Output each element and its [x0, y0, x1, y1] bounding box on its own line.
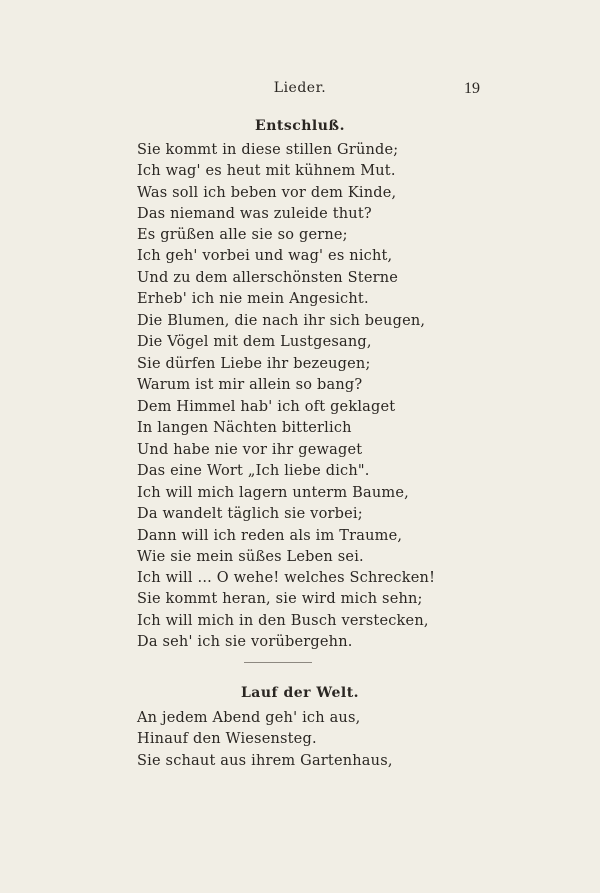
verse-line: Sie kommt in diese stillen Gründe; — [137, 142, 399, 158]
verse-line: Und habe nie vor ihr gewaget — [137, 441, 363, 458]
verse-line: Sie kommt heran, sie wird mich sehn; — [137, 591, 423, 608]
verse-line: Die Blumen, die nach ihr sich beugen, — [137, 313, 426, 329]
verse-line: Die Vögel mit dem Lustgesang, — [137, 334, 372, 351]
stanza — [137, 311, 425, 396]
verse-line: Dem Himmel hab' ich oft geklaget — [137, 399, 396, 415]
verse-line: Ich will mich lagern unterm Baume, — [137, 485, 409, 501]
poem-title: Lauf der Welt. — [240, 685, 360, 701]
verse-line: Das niemand was zuleide thut? — [137, 205, 372, 222]
stanza — [137, 708, 393, 772]
verse-line: Und zu dem allerschönsten Sterne — [137, 269, 399, 286]
verse-line: In langen Nächten bitterlich — [137, 420, 352, 437]
poem-title: Entschluß. — [255, 118, 345, 134]
verse-line: Hinauf den Wiesensteg. — [137, 731, 317, 748]
verse-line: Erheb' ich nie mein Angesicht. — [137, 290, 369, 307]
verse-line: Da wandelt täglich sie vorbei; — [137, 506, 363, 523]
verse-line: Wie sie mein süßes Leben sei. — [137, 548, 364, 565]
verse-line: Das eine Wort „Ich liebe dich". — [137, 462, 370, 479]
verse-line: Ich geh' vorbei und wag' es nicht, — [137, 248, 393, 265]
verse-line: Ich wag' es heut mit kühnem Mut. — [137, 163, 396, 180]
stanza — [137, 397, 395, 482]
stanza — [137, 140, 398, 225]
stanza — [137, 568, 435, 653]
verse-line: Sie schaut aus ihrem Gartenhaus, — [137, 752, 393, 769]
verse-line: Dann will ich reden als im Traume, — [137, 527, 403, 544]
verse-line: Ich will mich in den Busch verstecken, — [137, 612, 429, 629]
page-number: 19 — [464, 80, 480, 97]
stanza — [137, 483, 409, 568]
verse-line: Da seh' ich sie vorübergehn. — [137, 633, 353, 650]
verse-line: Sie dürfen Liebe ihr bezeugen; — [137, 355, 371, 372]
section-divider — [244, 662, 312, 663]
verse-line: Was soll ich beben vor dem Kinde, — [137, 184, 397, 201]
verse-line: Warum ist mir allein so bang? — [137, 376, 363, 393]
verse-line: An jedem Abend geh' ich aus, — [137, 710, 361, 726]
verse-line: Ich will ... O wehe! welches Schrecken! — [137, 570, 436, 586]
running-title: Lieder. — [273, 80, 327, 96]
stanza — [137, 225, 398, 310]
verse-line: Es grüßen alle sie so gerne; — [137, 227, 348, 243]
running-head — [0, 80, 600, 100]
